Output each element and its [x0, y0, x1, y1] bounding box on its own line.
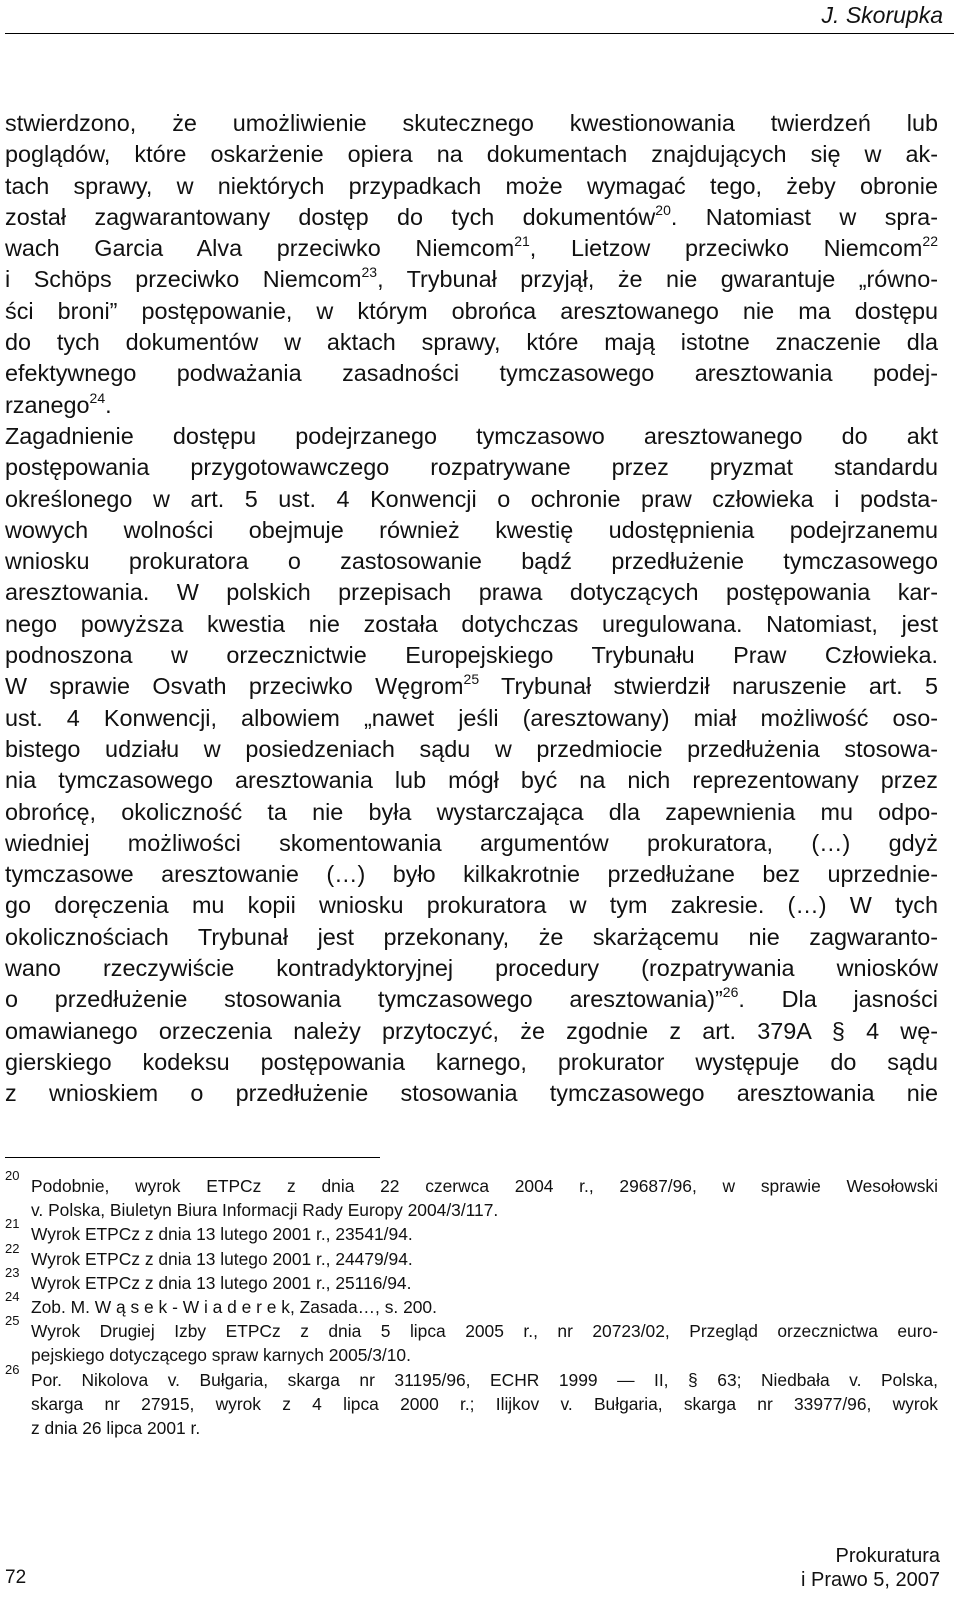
text-line — [5, 953, 938, 984]
line-text: wowych wolności obejmuje również kwestię udostępnienia podejrzanemu — [5, 516, 938, 543]
text-line — [5, 734, 938, 765]
line-text: tach sprawy, w niektórych przypadkach może wymagać tego, żeby obronie — [5, 172, 938, 199]
text-line — [5, 546, 938, 577]
line-text: . Dla jasności — [738, 986, 938, 1013]
line-text: wniosku prokuratora o zastosowanie bądź przedłużenie tymczasowego — [5, 548, 938, 575]
line-text: . Natomiast w spra- — [670, 203, 938, 230]
footnote-ref: 20 — [655, 201, 671, 218]
footnote-text: Wyrok ETPCz z dnia 13 lutego 2001 r., 25116/94. — [31, 1272, 412, 1293]
line-text: do tych dokumentów w aktach sprawy, które mają istotne znaczenie dla — [5, 329, 938, 356]
text-line — [5, 171, 938, 202]
footnote-text: skarga nr 27915, wyrok z 4 lipca 2000 r.; Ilijkov v. Bułgaria, skarga nr 33977/96, wyrok — [31, 1393, 938, 1414]
text-line — [5, 108, 938, 139]
footnote-text: v. Polska, Biuletyn Biura Informacji Rady Europy 2004/3/117. — [31, 1200, 499, 1221]
text-line — [5, 671, 938, 702]
line-text: wano rzeczywiście kontradyktoryjnej procedury (rozpatrywania wniosków — [5, 955, 938, 982]
text-line — [5, 609, 938, 640]
footnote — [5, 1240, 938, 1271]
text-line — [5, 358, 938, 389]
text-line — [5, 421, 938, 452]
line-text: wiedniej możliwości skomentowania argumentów prokuratora, (…) gdyż — [5, 829, 938, 856]
line-text: aresztowania. W polskich przepisach prawa dotyczących postępowania kar- — [5, 579, 938, 606]
footnote-number: 23 — [5, 1264, 20, 1280]
text-line — [5, 296, 938, 327]
footnote — [5, 1313, 938, 1367]
line-text: z wnioskiem o przedłużenie stosowania tymczasowego aresztowania nie — [5, 1080, 938, 1107]
footnote-ref: 21 — [514, 233, 530, 250]
line-text: nego powyższa kwestia nie została dotychczas uregulowana. Natomiast, jest — [5, 610, 938, 637]
line-text: ści broni” postępowanie, w którym obrońca aresztowanego nie ma dostępu — [5, 297, 938, 324]
text-line — [5, 233, 938, 264]
line-text: W sprawie Osvath przeciwko Węgrom — [5, 673, 464, 700]
text-line — [5, 828, 938, 859]
footnotes — [5, 1168, 938, 1440]
line-text: stwierdzono, że umożliwienie skutecznego kwestionowania twierdzeń lub — [5, 110, 938, 136]
line-text: i Schöps przeciwko Niemcom — [5, 266, 362, 293]
text-line — [5, 577, 938, 608]
line-text: poglądów, które oskarżenie opiera na dokumentach znajdujących się w ak- — [5, 141, 938, 168]
line-text: go doręczenia mu kopii wniosku prokuratora w tym zakresie. (…) W tych — [5, 892, 938, 919]
journal-line-2: i Prawo 5, 2007 — [801, 1569, 940, 1591]
text-line — [5, 984, 938, 1015]
footnote-number: 21 — [5, 1216, 20, 1232]
text-line — [5, 264, 938, 295]
footnote-text: Zob. M. W ą s e k - W i a d e r e k, Zasada…, s. 200. — [31, 1296, 437, 1317]
journal-line-1: Prokuratura — [835, 1545, 940, 1567]
line-text: , Trybunał przyjął, że nie gwarantuje „równo- — [377, 266, 938, 293]
text-line — [5, 890, 938, 921]
text-line — [5, 1078, 938, 1109]
footnote-ref: 24 — [89, 389, 106, 406]
footnote-number: 25 — [5, 1313, 20, 1329]
footnote — [5, 1288, 938, 1319]
text-line — [5, 139, 938, 170]
footnote-text: z dnia 26 lipca 2001 r. — [31, 1417, 201, 1438]
text-line — [5, 1016, 938, 1047]
line-text: bistego udziału w posiedzeniach sądu w przedmiocie przedłużenia stosowa- — [5, 735, 938, 762]
text-line — [5, 765, 938, 796]
line-text: , Lietzow przeciwko Niemcom — [529, 235, 923, 262]
line-text: postępowania przygotowawczego rozpatrywane przez pryzmat standardu — [5, 454, 938, 481]
footnote-divider — [5, 1157, 380, 1158]
text-line — [5, 1047, 938, 1078]
line-text: nia tymczasowego aresztowania lub mógł być na nich reprezentowany przez — [5, 767, 938, 794]
line-text: ust. 4 Konwencji, albowiem „nawet jeśli (aresztowany) miał możliwość oso- — [5, 704, 938, 731]
text-line — [5, 484, 938, 515]
line-text: gierskiego kodeksu postępowania karnego, prokurator występuje do sądu — [5, 1048, 938, 1075]
footnote-text: Wyrok ETPCz z dnia 13 lutego 2001 r., 24479/94. — [31, 1248, 413, 1269]
line-text: okolicznościach Trybunał jest przekonany, że skarżącemu nie zagwaranto- — [5, 923, 938, 950]
line-text: o przedłużenie stosowania tymczasowego aresztowania)” — [5, 986, 723, 1013]
text-line — [5, 452, 938, 483]
line-text: został zagwarantowany dostęp do tych dokumentów — [5, 203, 656, 230]
footnote-text: Podobnie, wyrok ETPCz z dnia 22 czerwca 2004 r., 29687/96, w sprawie Wesołowski — [31, 1176, 938, 1196]
text-line — [5, 640, 938, 671]
line-text: omawianego orzeczenia należy przytoczyć, że zgodnie z art. 379A § 4 wę- — [5, 1017, 938, 1044]
line-text: wach Garcia Alva przeciwko Niemcom — [5, 235, 515, 262]
footnote-ref: 26 — [722, 984, 739, 1001]
footnote — [5, 1264, 938, 1295]
line-text: tymczasowe aresztowanie (…) było kilkakrotnie przedłużane bez uprzednie- — [5, 861, 938, 888]
footnote-number: 22 — [5, 1240, 20, 1256]
line-text: . — [105, 391, 112, 418]
main-text — [5, 108, 938, 1110]
running-header-author: J. Skorupka — [821, 2, 943, 28]
text-line — [5, 202, 938, 233]
footnote — [5, 1361, 938, 1441]
text-line — [5, 859, 938, 890]
footnote-ref: 25 — [463, 671, 480, 688]
text-line — [5, 515, 938, 546]
header-divider — [5, 33, 954, 34]
line-text: efektywnego podważania zasadności tymczasowego aresztowania podej- — [5, 360, 938, 387]
footnote-number: 20 — [5, 1168, 20, 1183]
footnote-text: Wyrok ETPCz z dnia 13 lutego 2001 r., 23541/94. — [31, 1224, 413, 1245]
journal-name — [801, 1544, 940, 1592]
footnote-text: Por. Nikolova v. Bułgaria, skarga nr 31195/96, ECHR 1999 — II, § 63; Niedbała v. Polska, — [31, 1369, 938, 1390]
line-text: Trybunał stwierdził naruszenie art. 5 — [479, 673, 938, 700]
text-line — [5, 922, 938, 953]
line-text: obrońcę, okoliczność ta nie była wystarczająca dla zapewnienia mu odpo- — [5, 798, 938, 825]
line-text: Zagadnienie dostępu podejrzanego tymczasowo aresztowanego do akt — [5, 422, 938, 449]
footnote-text: Wyrok Drugiej Izby ETPCz z dnia 5 lipca 2005 r., nr 20723/02, Przegląd orzecznictwa euro- — [31, 1321, 938, 1342]
text-line — [5, 703, 938, 734]
line-text: podnoszona w orzecznictwie Europejskiego Trybunału Praw Człowieka. — [5, 642, 938, 669]
page-number: 72 — [5, 1567, 27, 1588]
line-text: rzanego — [5, 391, 90, 418]
footnote-number: 24 — [5, 1288, 20, 1304]
footnote — [5, 1168, 938, 1222]
footnote-text: pejskiego dotyczącego spraw karnych 2005/3/10. — [31, 1345, 411, 1366]
footnote-number: 26 — [5, 1361, 20, 1377]
footnote-ref: 23 — [361, 264, 378, 281]
line-text: określonego w art. 5 ust. 4 Konwencji o ochronie praw człowieka i podsta- — [5, 485, 938, 512]
text-line — [5, 390, 938, 421]
text-line — [5, 327, 938, 358]
footnote-ref: 22 — [922, 233, 938, 250]
footnote — [5, 1216, 938, 1246]
text-line — [5, 797, 938, 828]
